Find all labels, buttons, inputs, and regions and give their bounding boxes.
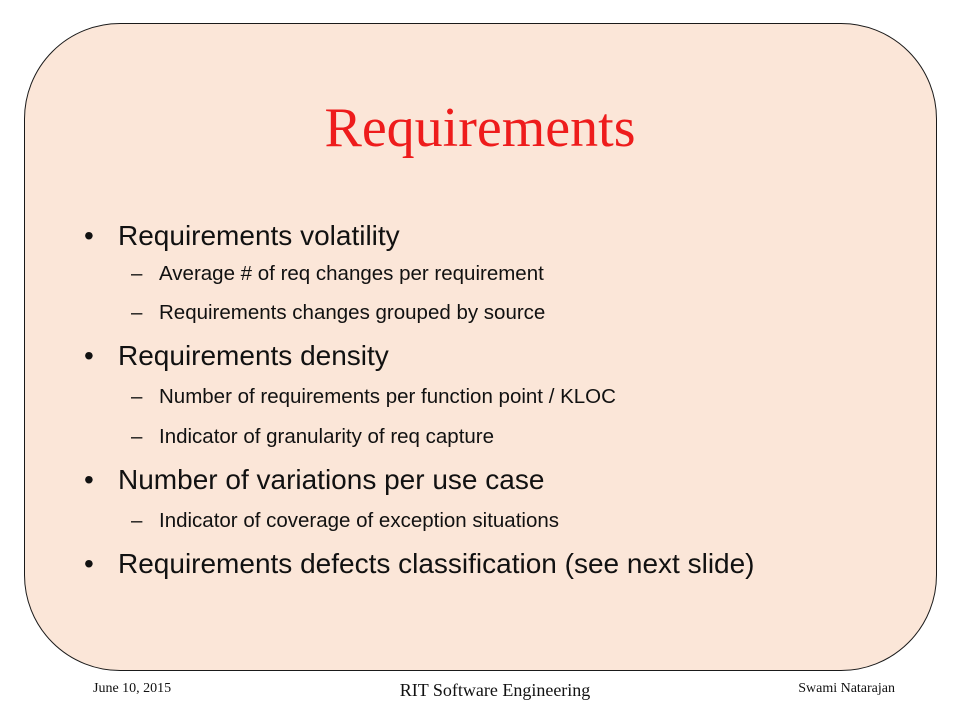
- bullet-text: Requirements density: [118, 340, 389, 371]
- footer-title: RIT Software Engineering: [399, 680, 591, 700]
- sub-bullet-item: [131, 384, 616, 410]
- bullet-text: Requirements defects classification (see next slide): [118, 548, 755, 579]
- footer-author: Swami Natarajan: [798, 681, 895, 696]
- slide-title: Requirements: [324, 97, 636, 159]
- sub-bullet-text: Indicator of granularity of req capture: [159, 425, 495, 448]
- bullet-item: [84, 339, 389, 373]
- dash-marker: –: [131, 425, 143, 448]
- bullet-item: [84, 547, 755, 581]
- bullet-text: Requirements volatility: [118, 220, 400, 251]
- footer-date: June 10, 2015: [93, 681, 172, 696]
- sub-bullet-item: [131, 424, 494, 450]
- bullet-item: [84, 219, 400, 253]
- sub-bullet-text: Number of requirements per function point / KLOC: [159, 385, 616, 408]
- sub-bullet-item: [131, 300, 545, 326]
- bullet-marker: •: [84, 220, 94, 251]
- dash-marker: –: [131, 262, 143, 285]
- dash-marker: –: [131, 301, 143, 324]
- bullet-marker: •: [84, 548, 94, 579]
- bullet-item: [84, 463, 544, 497]
- bullet-text: Number of variations per use case: [118, 464, 545, 495]
- sub-bullet-text: Average # of req changes per requirement: [159, 262, 544, 285]
- bullet-marker: •: [84, 464, 94, 495]
- sub-bullet-item: [131, 508, 559, 534]
- bullet-marker: •: [84, 340, 94, 371]
- sub-bullet-text: Requirements changes grouped by source: [159, 301, 546, 324]
- sub-bullet-item: [131, 261, 544, 287]
- dash-marker: –: [131, 385, 143, 408]
- sub-bullet-text: Indicator of coverage of exception situations: [159, 509, 559, 532]
- dash-marker: –: [131, 509, 143, 532]
